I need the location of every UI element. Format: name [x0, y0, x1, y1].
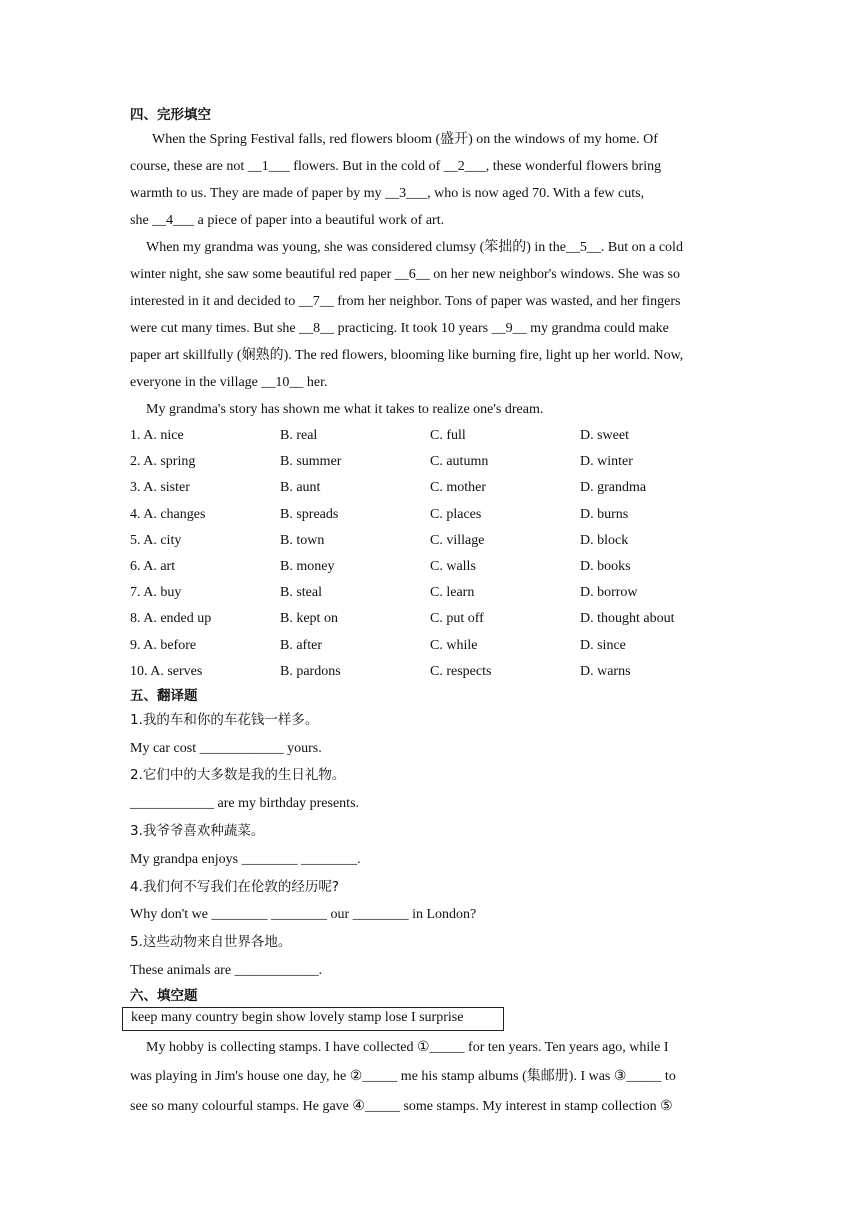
- option-item: C. full: [430, 428, 466, 443]
- cloze-paragraph-1: [130, 126, 736, 153]
- option-item: 4. A. changes: [130, 506, 206, 522]
- option-item: 3. A. sister: [130, 480, 190, 496]
- section-heading-fill-blank: 六、填空题: [130, 987, 198, 1004]
- translation-prompt: 1.我的车和你的车花钱一样多。: [130, 711, 319, 728]
- option-item: D. books: [580, 558, 631, 574]
- option-item: C. respects: [430, 663, 492, 679]
- option-item: 5. A. city: [130, 532, 182, 548]
- text-line: When my grandma was young, she was considered clumsy (笨拙的) in the__5__. But on a cold: [146, 240, 683, 255]
- option-item: C. mother: [430, 480, 486, 496]
- option-item: C. walls: [430, 558, 476, 574]
- option-item: D. since: [580, 637, 626, 653]
- translation-prompt: 2.它们中的大多数是我的生日礼物。: [130, 767, 346, 784]
- option-item: D. borrow: [580, 585, 638, 601]
- option-item: B. money: [280, 558, 335, 574]
- translation-prompt: 3.我爷爷喜欢种蔬菜。: [130, 823, 265, 840]
- translation-answer-line: My grandpa enjoys ________ ________.: [130, 851, 361, 867]
- option-item: 8. A. ended up: [130, 611, 212, 627]
- option-item: B. steal: [280, 585, 322, 601]
- cloze-paragraph-2: [130, 234, 736, 261]
- option-item: D. winter: [580, 454, 633, 470]
- option-item: B. real: [280, 428, 318, 443]
- cloze-paragraph-1-cont: [130, 153, 736, 234]
- text-line: When the Spring Festival falls, red flowers bloom (盛开) on the windows of my home. Of: [152, 132, 658, 147]
- option-item: B. kept on: [280, 611, 338, 627]
- translation-answer-line: My car cost ____________ yours.: [130, 740, 322, 756]
- translation-prompt: 4.我们何不写我们在伦敦的经历呢?: [130, 878, 340, 895]
- option-item: B. spreads: [280, 506, 339, 522]
- cloze-options-grid: [130, 423, 736, 685]
- option-item: 7. A. buy: [130, 585, 182, 601]
- cloze-paragraph-2-cont: [130, 261, 736, 396]
- option-item: B. after: [280, 637, 322, 653]
- option-item: C. while: [430, 637, 478, 653]
- text-line: interested in it and decided to __7__ from her neighbor. Tons of paper was wasted, and her fingers: [130, 294, 681, 309]
- translation-answer-line: Why don't we ________ ________ our ________ in London?: [130, 907, 477, 923]
- option-item: C. village: [430, 532, 485, 548]
- option-item: 1. A. nice: [130, 428, 184, 443]
- text-line: see so many colourful stamps. He gave ④_____ some stamps. My interest in stamp collection ⑤: [130, 1098, 673, 1114]
- translation-answer-line: ____________ are my birthday presents.: [130, 796, 360, 812]
- option-item: B. summer: [280, 454, 342, 470]
- section-heading-cloze: 四、完形填空: [130, 107, 211, 123]
- option-item: C. places: [430, 506, 482, 522]
- text-line: were cut many times. But she __8__ practicing. It took 10 years __9__ my grandma could make: [130, 321, 669, 336]
- worksheet-content: [130, 104, 736, 1121]
- text-line: everyone in the village __10__ her.: [130, 375, 328, 390]
- option-item: C. autumn: [430, 454, 489, 470]
- option-item: C. put off: [430, 611, 484, 627]
- word-bank-box: keep many country begin show lovely stamp lose I surprise: [122, 1007, 504, 1031]
- option-item: B. aunt: [280, 480, 321, 496]
- section-heading-translation: 五、翻译题: [130, 687, 198, 704]
- option-item: 2. A. spring: [130, 454, 196, 470]
- translation-list: [130, 707, 736, 985]
- option-item: D. grandma: [580, 480, 647, 496]
- text-line: paper art skillfully (娴熟的). The red flowers, blooming like burning fire, light up her world. Now,: [130, 348, 684, 363]
- option-item: 6. A. art: [130, 558, 176, 574]
- option-item: 9. A. before: [130, 637, 197, 653]
- option-item: 10. A. serves: [130, 663, 203, 679]
- translation-answer-line: These animals are ____________.: [130, 963, 323, 979]
- option-item: C. learn: [430, 585, 475, 601]
- text-line: My hobby is collecting stamps. I have collected ①_____ for ten years. Ten years ago, while I: [146, 1039, 669, 1055]
- option-item: B. town: [280, 532, 325, 548]
- fill-blank-paragraph: [130, 1033, 736, 1063]
- option-item: D. burns: [580, 506, 629, 522]
- text-line: winter night, she saw some beautiful red paper __6__ on her new neighbor's windows. She was so: [130, 267, 680, 282]
- text-line: course, these are not __1___ flowers. But in the cold of __2___, these wonderful flowers bring: [130, 159, 662, 174]
- fill-blank-paragraph-cont: [130, 1062, 736, 1121]
- text-line: was playing in Jim's house one day, he ②_____ me his stamp albums (集邮册). I was ③_____ to: [130, 1069, 676, 1085]
- option-item: D. warns: [580, 663, 631, 679]
- option-item: D. thought about: [580, 611, 675, 627]
- translation-prompt: 5.这些动物来自世界各地。: [130, 934, 292, 951]
- option-item: D. sweet: [580, 428, 629, 443]
- option-item: D. block: [580, 532, 629, 548]
- cloze-paragraph-3: My grandma's story has shown me what it takes to realize one's dream.: [146, 402, 544, 417]
- option-item: B. pardons: [280, 663, 341, 679]
- text-line: warmth to us. They are made of paper by my __3___, who is now aged 70. With a few cuts,: [130, 186, 645, 201]
- text-line: she __4___ a piece of paper into a beautiful work of art.: [130, 213, 445, 228]
